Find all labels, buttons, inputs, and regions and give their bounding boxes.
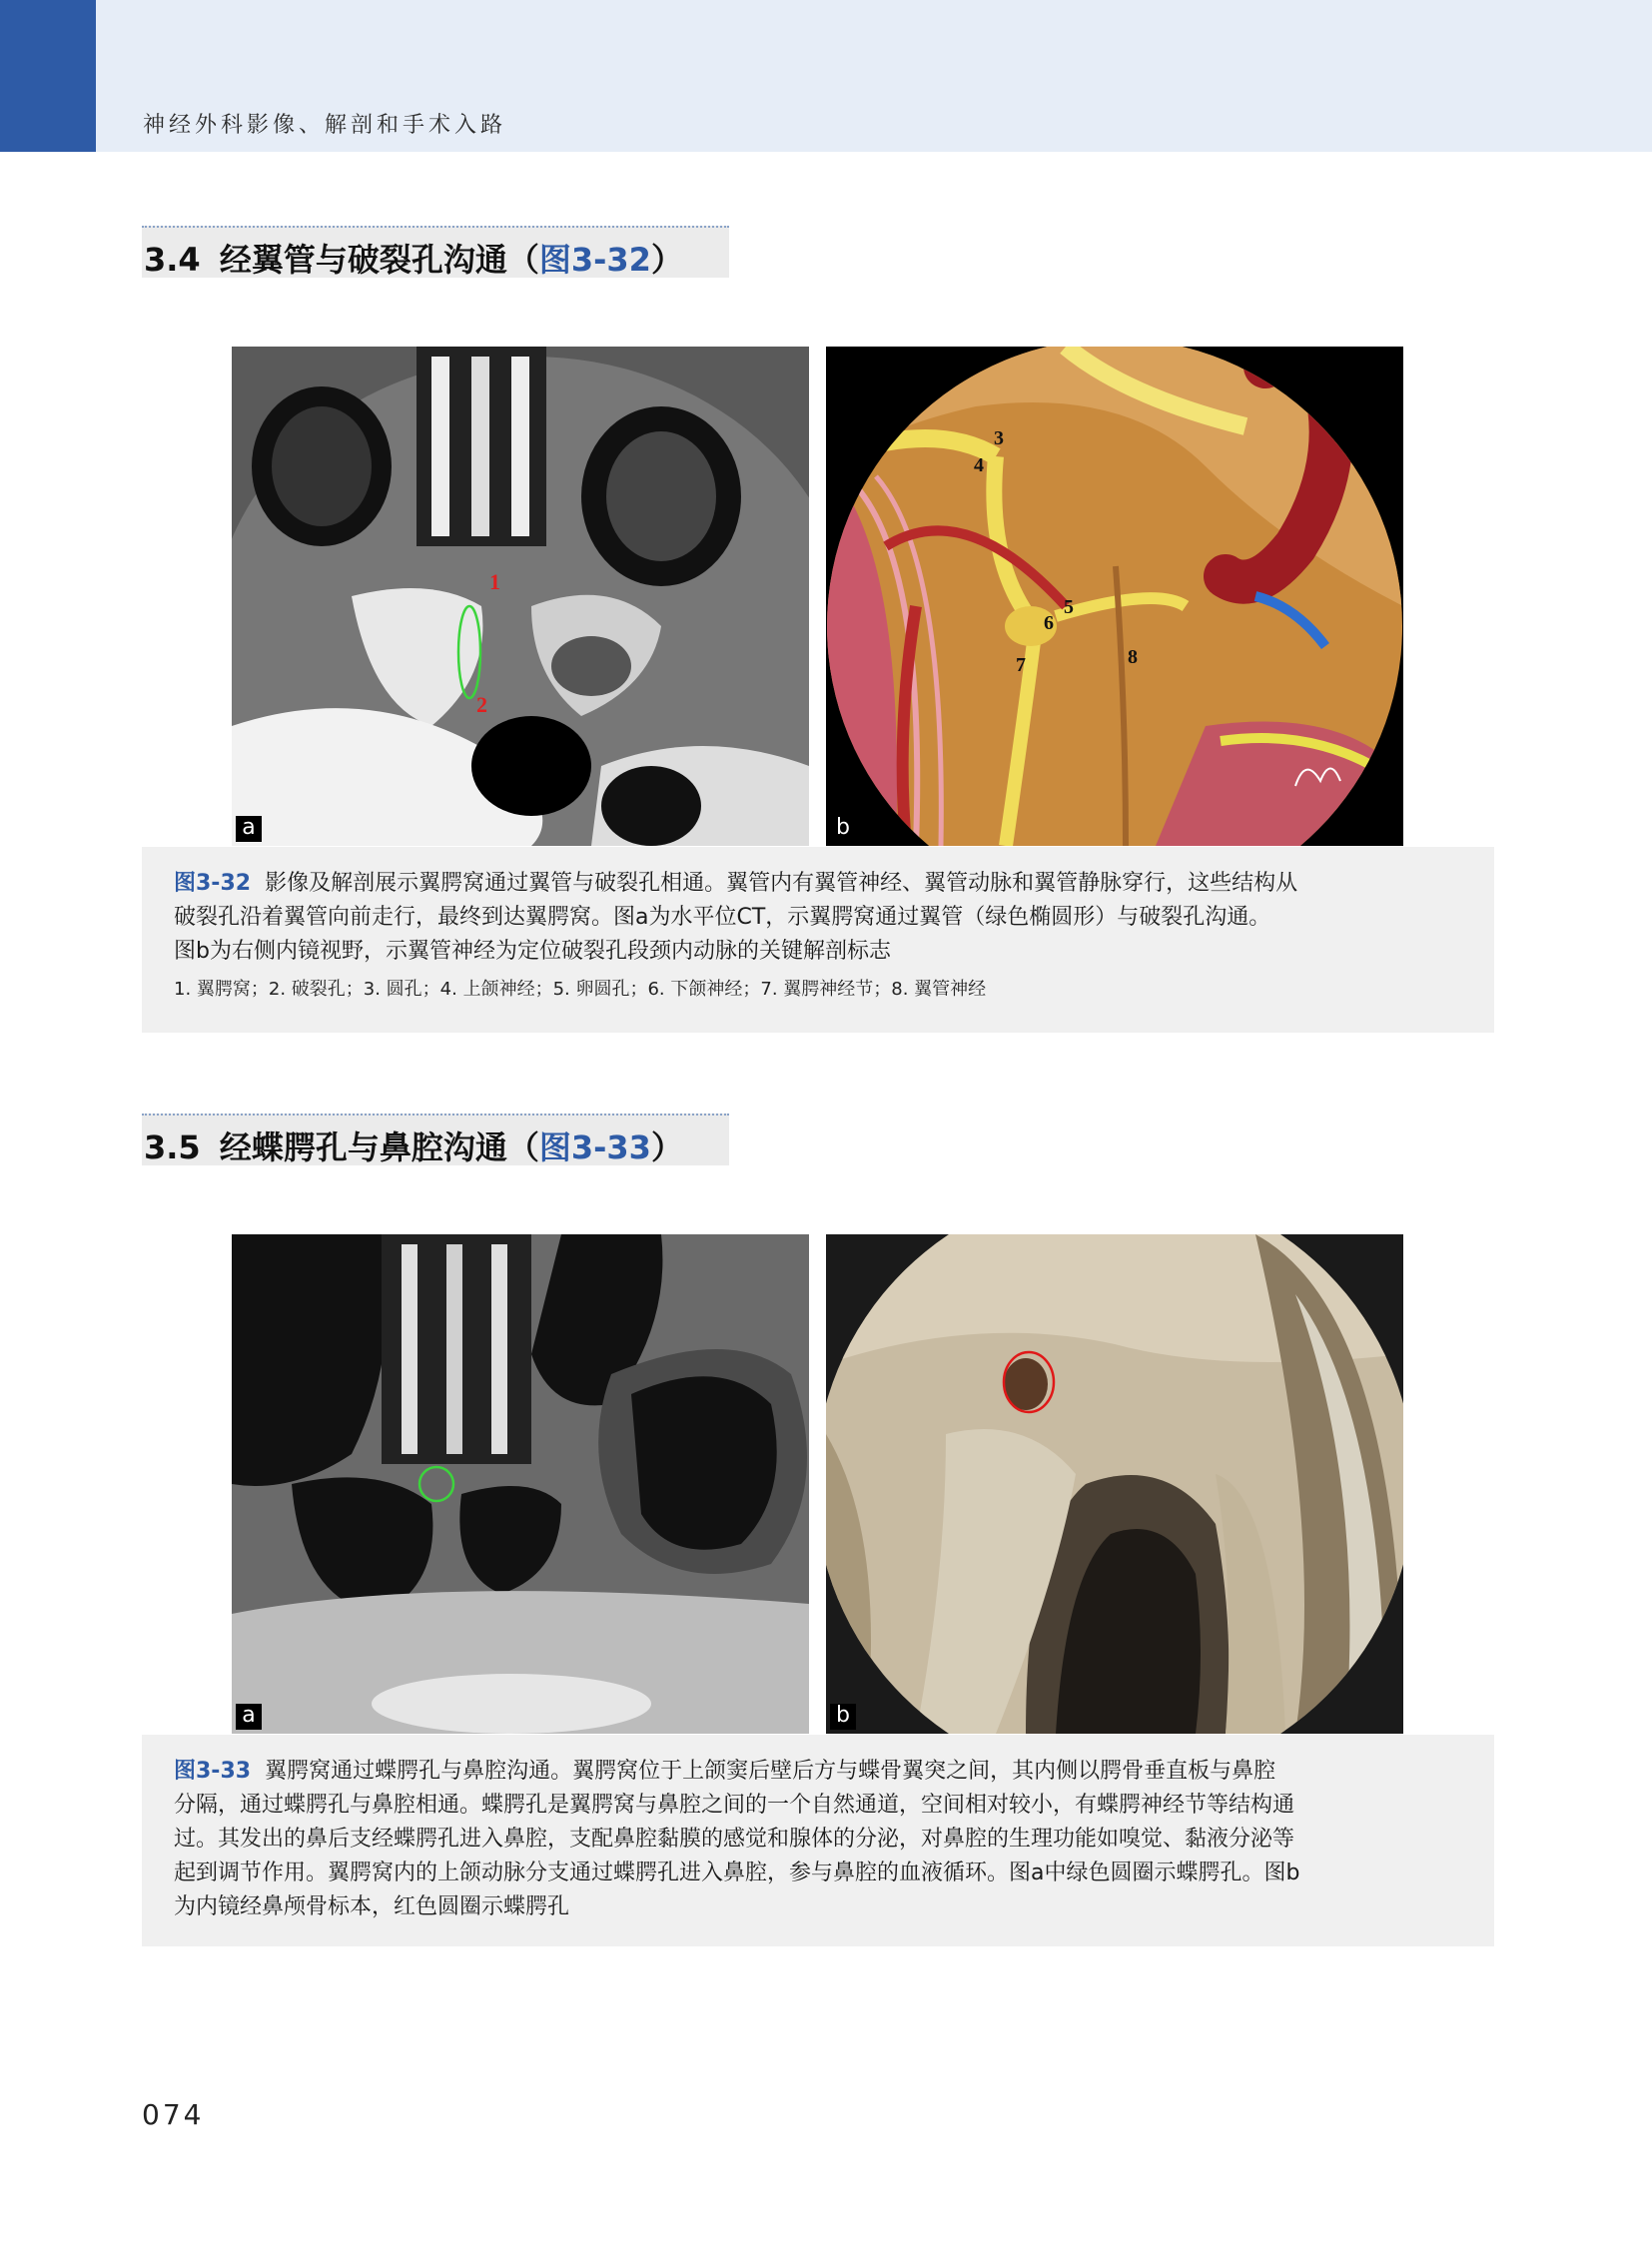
figure-reference-link[interactable]: 图3-32: [538, 241, 651, 279]
figure-3-32-caption: [142, 847, 1494, 1033]
figure-reference-link[interactable]: 图3-33: [538, 1128, 651, 1166]
ref-close: ）: [650, 1128, 683, 1166]
caption-line: [174, 1755, 1462, 1789]
caption-text: 翼腭窝通过蝶腭孔与鼻腔沟通。翼腭窝位于上颌窦后壁后方与蝶骨翼突之间，其内侧以腭骨垂直板与鼻腔: [265, 1759, 1276, 1784]
caption-figure-id: 图3-32: [174, 871, 252, 896]
section-title: 经蝶腭孔与鼻腔沟通: [219, 1128, 507, 1166]
page-number: 074: [142, 2098, 205, 2131]
caption-line: [174, 867, 1462, 901]
section-3-4-heading: [142, 226, 729, 278]
section-title: 经翼管与破裂孔沟通: [219, 241, 507, 279]
panel-label-b: b: [830, 816, 856, 842]
ref-close: ）: [650, 241, 683, 279]
ct-marker-1: 1: [489, 569, 500, 594]
caption-line: 起到调节作用。翼腭窝内的上颌动脉分支通过蝶腭孔进入鼻腔，参与鼻腔的血液循环。图a中绿色圆圈示蝶腭孔。图b: [174, 1861, 1300, 1885]
caption-line: 破裂孔沿着翼管向前走行，最终到达翼腭窝。图a为水平位CT，示翼腭窝通过翼管（绿色椭圆形）与破裂孔沟通。: [174, 905, 1271, 930]
ct-marker-2: 2: [476, 692, 487, 717]
ref-open: （: [506, 241, 539, 279]
section-number: 3.5: [144, 1128, 201, 1166]
panel-label-b: b: [830, 1704, 856, 1730]
caption-text: 影像及解剖展示翼腭窝通过翼管与破裂孔相通。翼管内有翼管神经、翼管动脉和翼管静脉穿行，这些结构从: [265, 871, 1298, 896]
illustration-marker-3: 3: [994, 427, 1004, 449]
illustration-marker-8: 8: [1128, 646, 1138, 668]
section-number: 3.4: [144, 241, 201, 279]
caption-line: 图b为右侧内镜视野，示翼管神经为定位破裂孔段颈内动脉的关键解剖标志: [174, 939, 891, 964]
illustration-marker-4: 4: [974, 454, 984, 476]
caption-line: 为内镜经鼻颅骨标本，红色圆圈示蝶腭孔: [174, 1894, 570, 1919]
ref-open: （: [506, 1128, 539, 1166]
caption-line: 分隔，通过蝶腭孔与鼻腔相通。蝶腭孔是翼腭窝与鼻腔之间的一个自然通道，空间相对较小，有蝶腭神经节等结构通: [174, 1793, 1295, 1818]
figure-3-33-caption: [142, 1735, 1494, 1946]
caption-legend: 1. 翼腭窝；2. 破裂孔；3. 圆孔；4. 上颌神经；5. 卵圆孔；6. 下颌神经；7. 翼腭神经节；8. 翼管神经: [174, 979, 987, 1000]
panel-label-a: a: [236, 1704, 262, 1730]
illustration-marker-5: 5: [1064, 596, 1074, 618]
panel-label-a: a: [236, 816, 262, 842]
book-title: 神经外科影像、解剖和手术入路: [143, 113, 507, 138]
caption-line: 过。其发出的鼻后支经蝶腭孔进入鼻腔，支配鼻腔黏膜的感觉和腺体的分泌，对鼻腔的生理功能如嗅觉、黏液分泌等: [174, 1827, 1295, 1852]
caption-figure-id: 图3-33: [174, 1759, 252, 1784]
illustration-marker-7: 7: [1016, 654, 1026, 676]
section-3-5-heading: [142, 1114, 729, 1165]
figure-3-33a-ct-image: [232, 1234, 809, 1734]
figure-3-32a-ct-image: [232, 347, 809, 846]
figure-3-32b-endoscopic-illustration: [826, 347, 1403, 846]
illustration-marker-6: 6: [1044, 612, 1054, 634]
header-tab: [0, 0, 96, 152]
figure-3-33b-endoscopic-photo: [826, 1234, 1403, 1734]
